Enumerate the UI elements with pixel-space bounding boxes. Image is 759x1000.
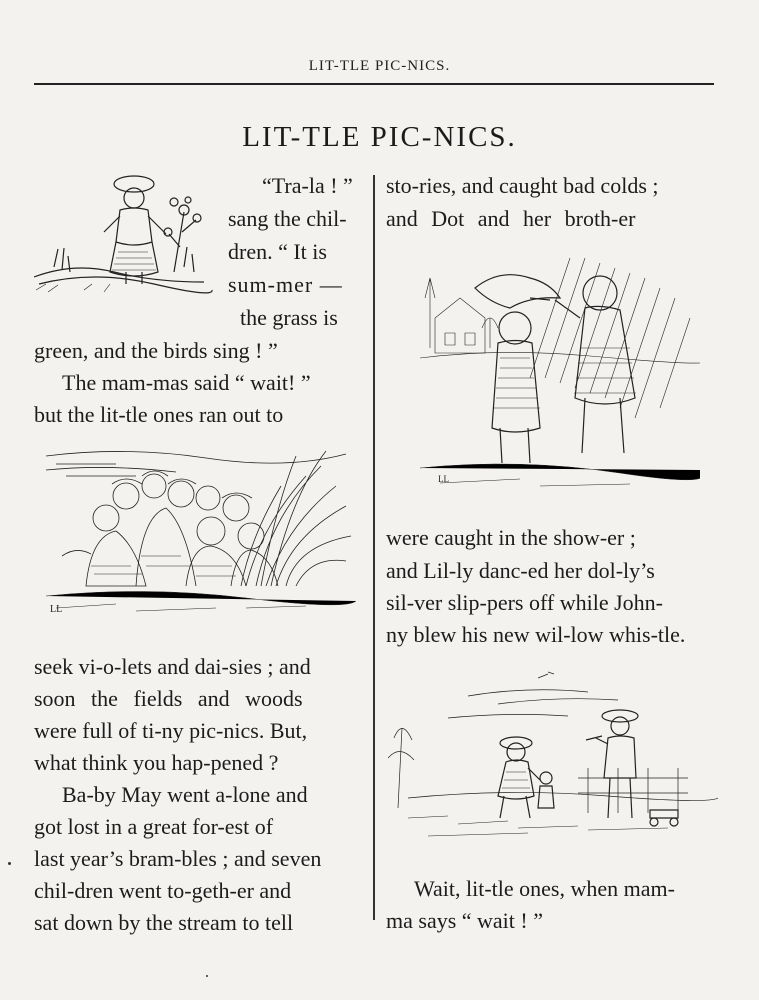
artist-signature: LL	[50, 604, 63, 615]
text-line: what think you hap-pened ?	[34, 750, 279, 775]
text-line: sang the chil-	[228, 206, 347, 231]
text-line: sto-ries, and caught bad colds ;	[386, 173, 659, 198]
text-line: The mam-mas said “ wait! ”	[62, 370, 311, 395]
text-line: ma says “ wait ! ”	[386, 908, 543, 933]
text-line: last year’s bram-bles ; and seven	[34, 846, 322, 871]
page-speck	[206, 975, 208, 977]
text-line: and Dot and her broth-er	[386, 206, 636, 231]
text-line: but the lit-tle ones ran out to	[34, 402, 284, 427]
text-line: green, and the birds sing ! ”	[34, 338, 278, 363]
children-circle-illustration	[46, 436, 356, 626]
text-line: dren. “ It is	[228, 239, 327, 264]
text-line: got lost in a great for-est of	[34, 814, 274, 839]
column-divider	[373, 175, 375, 920]
page-title: LIT-TLE PIC-NICS.	[242, 121, 517, 153]
doll-and-whistle-illustration	[388, 668, 718, 858]
text-line: seek vi-o-lets and dai-sies ; and	[34, 654, 311, 679]
text-line: “Tra-la ! ”	[262, 173, 353, 198]
text-line: chil-dren went to-geth-er and	[34, 878, 292, 903]
text-line: Ba-by May went a-lone and	[62, 782, 308, 807]
text-line: and Lil-ly danc-ed her dol-ly’s	[386, 558, 655, 583]
text-line: ny blew his new wil-low whis-tle.	[386, 622, 686, 647]
text-line: the grass is	[240, 305, 338, 330]
artist-signature: LL	[438, 474, 449, 484]
text-line: were caught in the show-er ;	[386, 525, 636, 550]
girl-in-meadow-illustration	[34, 172, 214, 297]
running-head: LIT-TLE PIC-NICS.	[308, 58, 451, 74]
siblings-umbrella-illustration	[420, 238, 700, 503]
page-speck	[8, 862, 11, 865]
text-line: sat down by the stream to tell	[34, 910, 294, 935]
header-rule	[34, 83, 714, 85]
text-line: soon the fields and woods	[34, 686, 303, 711]
text-line: sil-ver slip-pers off while John-	[386, 590, 663, 615]
text-line: sum-mer —	[228, 272, 343, 297]
text-line: were full of ti-ny pic-nics. But,	[34, 718, 308, 743]
text-line: Wait, lit-tle ones, when mam-	[414, 876, 675, 901]
